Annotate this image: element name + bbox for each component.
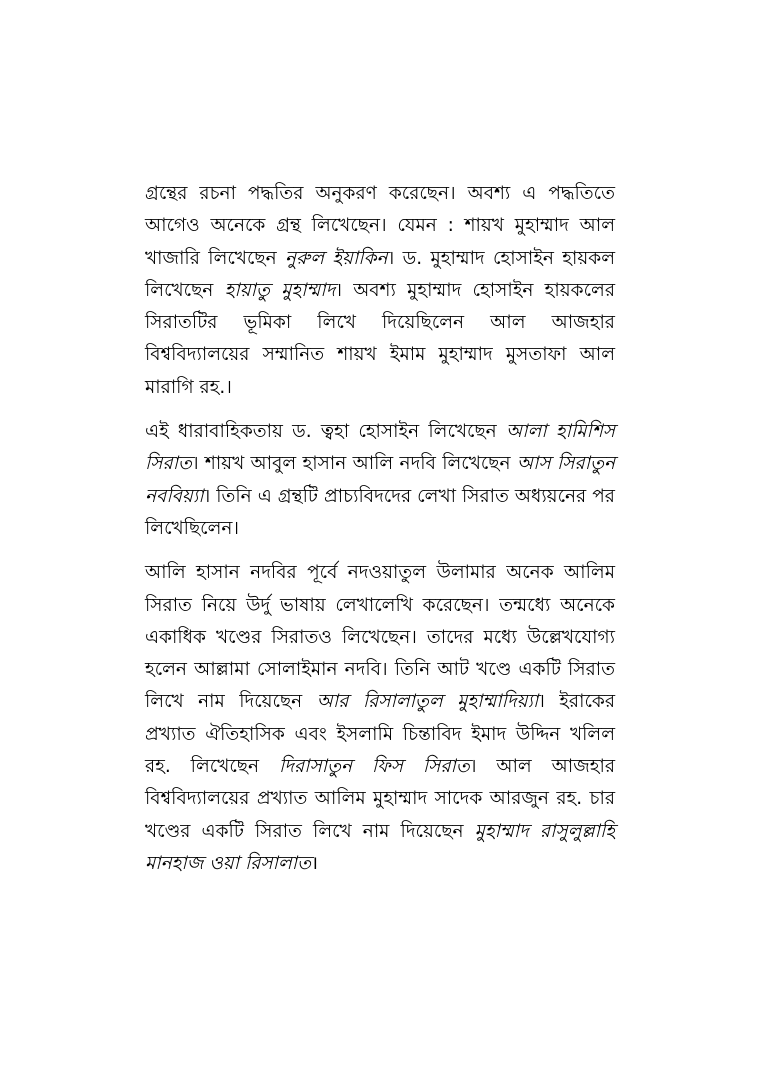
text-run: গ্রন্থের রচনা পদ্ধতির অনুকরণ করেছেন। অবশ্য এ পদ্ধতিতে আগেও অনেকে গ্রন্থ লিখেছেন। যেমন : শায়খ মুহাম্মাদ আল খাজারি লিখেছেন	[145, 183, 615, 269]
book-title-nurul-yaqin: নুরুল ইয়াকিন	[285, 247, 388, 269]
text-run: । শায়খ আবুল হাসান আলি নদবি লিখেছেন	[191, 453, 517, 475]
text-run: । আল আজহার বিশ্ববিদ্যালয়ের প্রখ্যাত আলিম মুহাম্মাদ সাদেক আরজুন রহ. চার খণ্ডের একটি সিরাত লিখে নাম দিয়েছেন	[145, 756, 616, 842]
text-run: আলি হাসান নদবির পূর্বে নদওয়াতুল উলামার অনেক আলিম সিরাত নিয়ে উর্দু ভাষায় লেখালেখি করেছেন। তন্মধ্যে অনেকে একাধিক খণ্ডের সিরাতও লিখেছেন। তাদের মধ্যে উল্লেখযোগ্য হলেন আল্লামা সোলাইমান নদবি। তিনি আট খণ্ডে একটি সিরাত লিখে নাম দিয়েছেন	[145, 562, 615, 713]
text-run: । ইরাকের প্রখ্যাত ঐতিহাসিক এবং ইসলামি চিন্তাবিদ ইমাদ উদ্দিন খলিল রহ. লিখেছেন	[145, 691, 615, 778]
book-title-hayatu-muhammad: হায়াতু মুহাম্মাদ	[224, 279, 336, 301]
text-run: ।	[311, 852, 319, 874]
text-run: এই ধারাবাহিকতায় ড. ত্বহা হোসাইন লিখেছেন	[145, 421, 506, 443]
book-title-dirasatun-fis-sirat: দিরাসাতুন ফিস সিরাত	[278, 756, 470, 778]
paragraph-2	[145, 416, 615, 545]
text-run: । ড. মুহাম্মাদ হোসাইন হায়কল লিখেছেন	[145, 247, 615, 301]
book-title-ar-risalatul-muhammadiyya: আর রিসালাতুল মুহাম্মাদিয়্যা	[316, 691, 539, 713]
book-title-ala-hamishis-sirat: আলা হামিশিস সিরাত	[145, 421, 615, 475]
text-run: । অবশ্য মুহাম্মাদ হোসাইন হায়কলের সিরাতটির ভূমিকা লিখে দিয়েছিলেন আল আজহার বিশ্ববিদ্যালয়ের সম্মানিত শায়খ ইমাম মুহাম্মাদ মুসতাফা আল মারাগি রহ.।	[145, 279, 615, 398]
text-run: । তিনি এ গ্রন্থটি প্রাচ্যবিদদের লেখা সিরাত অধ্যয়নের পর লিখেছিলেন।	[145, 485, 615, 539]
book-title-as-siratun-nabawiyya: আস সিরাতুন নববিয়্যা	[145, 453, 615, 507]
paragraph-3	[145, 557, 615, 880]
page-text	[145, 178, 615, 880]
paragraph-1	[145, 178, 615, 404]
book-title-muhammad-rasulullahi: মুহাম্মাদ রাসুলুল্লাহি মানহাজ ওয়া রিসালাত	[145, 820, 616, 874]
